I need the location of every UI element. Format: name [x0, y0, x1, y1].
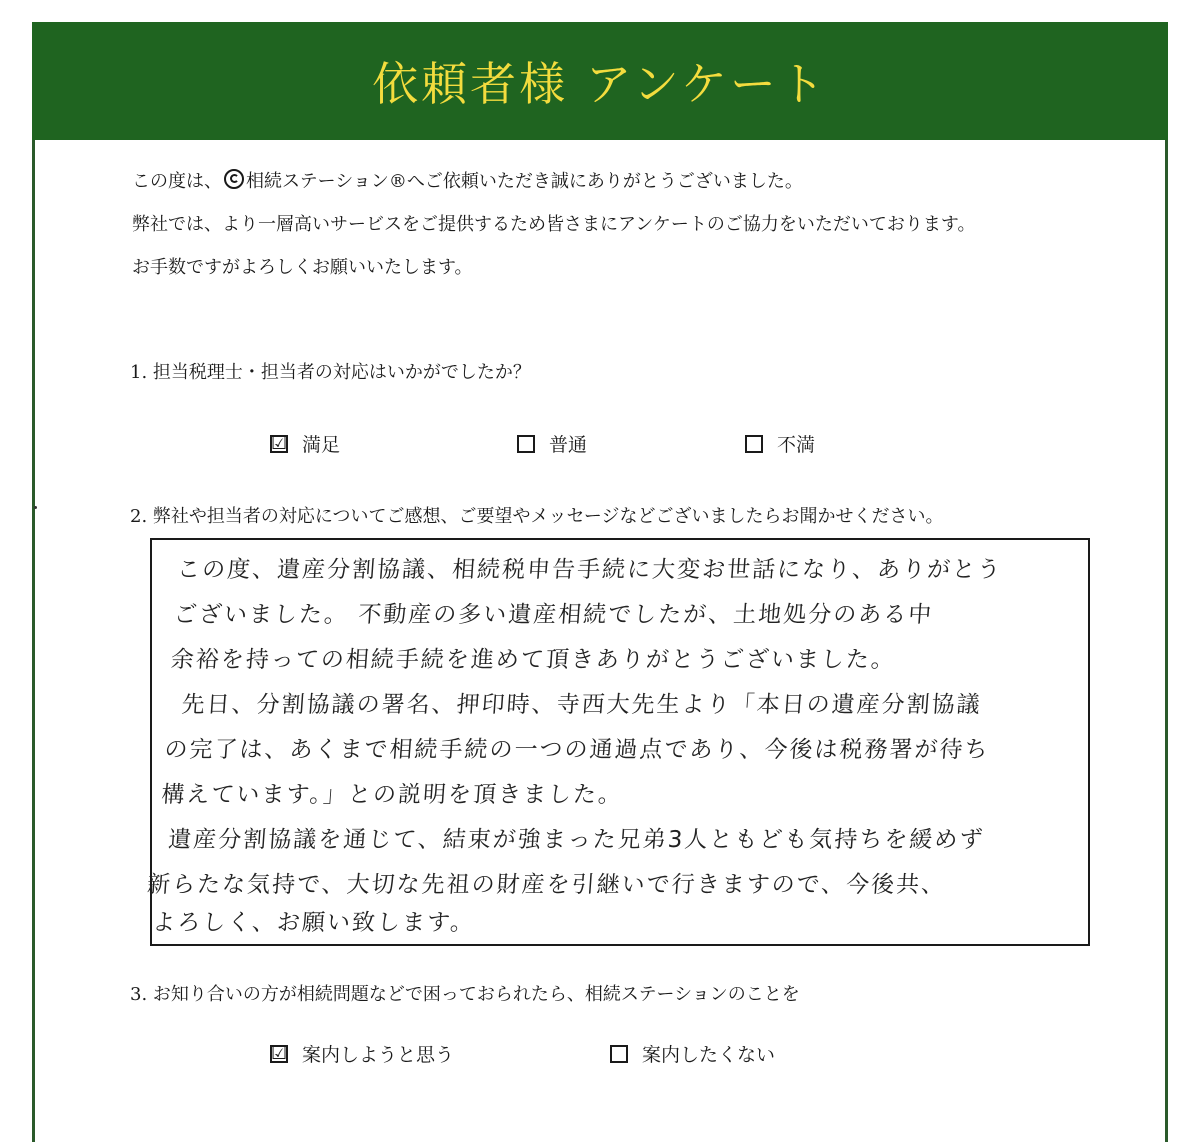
- intro-line-3: お手数ですがよろしくお願いいたします。: [132, 257, 473, 278]
- page-title: 依頼者様 アンケート: [372, 57, 828, 111]
- answer-line: ございました。 不動産の多い遺産相続でしたが、土地処分のある中: [173, 602, 935, 628]
- option-would-not-recommend[interactable]: 案内したくない: [610, 1040, 775, 1067]
- answer-line: 余裕を持っての相続手続を進めて頂きありがとうございました。: [169, 647, 897, 673]
- answer-line: の完了は、あくまで相続手続の一つの通過点であり、今後は税務署が待ち: [163, 737, 991, 763]
- option-would-recommend[interactable]: ☑ 案内しようと思う: [270, 1042, 455, 1066]
- checkbox-normal[interactable]: [517, 435, 535, 453]
- header-banner: [32, 22, 1168, 140]
- intro-line-1: この度は、 相続ステーション®へご依頼いただき誠にありがとうございました。: [132, 171, 803, 192]
- answer-line: よろしく、お願い致します。: [151, 910, 477, 936]
- option-normal[interactable]: 普通: [517, 430, 745, 457]
- checkbox-dissatisfied[interactable]: [745, 435, 763, 453]
- question-1-options: [270, 430, 815, 457]
- intro-line-2: 弊社では、より一層高いサービスをご提供するため皆さまにアンケートのご協力をいただいております。: [132, 214, 976, 235]
- sozoku-station-logo-icon: [224, 169, 244, 189]
- checkbox-satisfied[interactable]: ☑: [270, 432, 288, 454]
- question-2: 2. 弊社や担当者の対応についてご感想、ご要望やメッセージなどございましたらお聞かせください。: [130, 506, 944, 527]
- checkbox-would-recommend[interactable]: ☑: [270, 1042, 288, 1064]
- answer-line: 先日、分割協議の署名、押印時、寺西大先生より「本日の遺産分割協議: [180, 692, 983, 718]
- question-3: 3. お知り合いの方が相続問題などで困っておられたら、相続ステーションのことを: [130, 984, 800, 1005]
- answer-line: 構えています。」との説明を頂きました。: [160, 782, 624, 808]
- scan-speck: [34, 506, 37, 509]
- answer-line: 新らたな気持で、大切な先祖の財産を引継いで行きますので、今後共、: [146, 872, 948, 898]
- checkbox-would-not-recommend[interactable]: [610, 1045, 628, 1063]
- question-1: 1. 担当税理士・担当者の対応はいかがでしたか？: [130, 362, 531, 383]
- answer-line: この度、遺産分割協議、相続税申告手続に大変お世話になり、ありがとう: [176, 557, 1004, 583]
- answer-line: 遺産分割協議を通じて、結束が強まった兄弟3人ともども気持ちを緩めず: [167, 827, 986, 853]
- option-dissatisfied[interactable]: 不満: [745, 430, 815, 457]
- option-satisfied[interactable]: ☑ 満足: [270, 432, 341, 456]
- intro-text: [132, 160, 975, 289]
- handwritten-answer: [146, 548, 1138, 938]
- question-3-options: [270, 1040, 775, 1067]
